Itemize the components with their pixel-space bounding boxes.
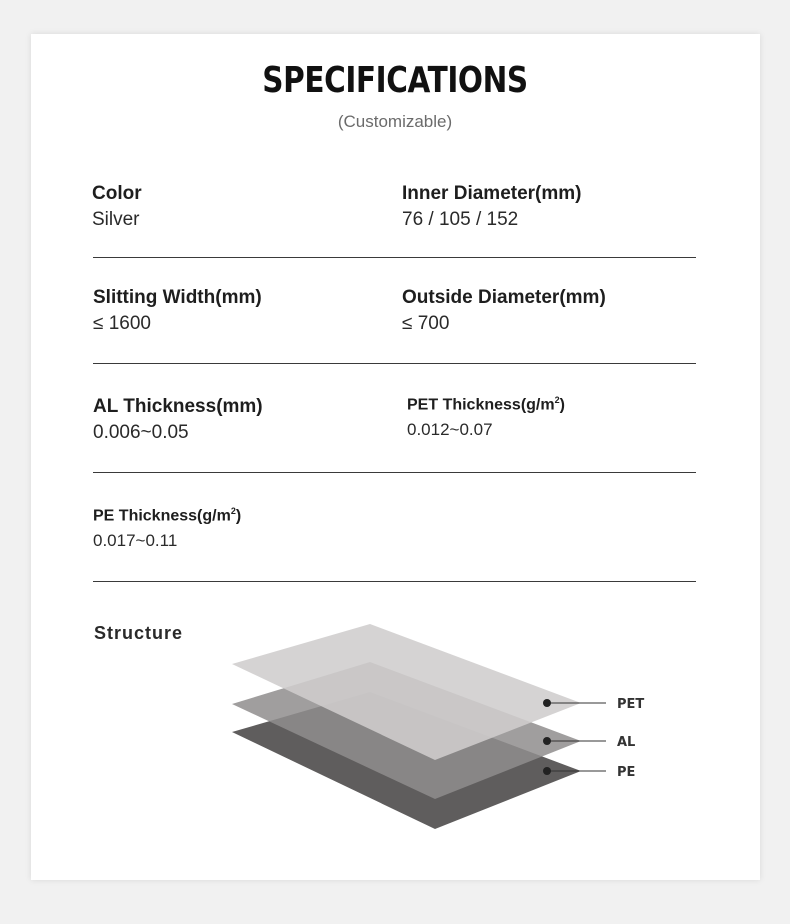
spec-pet-thickness-label: PET $Thickness(g/m^2)$ <box>407 395 565 414</box>
layer-label-pe: PE <box>617 765 636 780</box>
spec-color-value: Silver <box>92 209 140 230</box>
spec-slitting-width-label: Slitting Width(mm) <box>93 287 262 308</box>
pet-dot <box>543 699 551 707</box>
layer-label-pet: PET <box>617 697 645 712</box>
structure-title: Structure <box>94 623 184 643</box>
spec-pet-thickness-value: 0.012~0.07 <box>407 420 493 440</box>
spec-color-label: Color <box>92 183 142 204</box>
page-subtitle: (Customizable) <box>337 112 453 131</box>
spec-pe-thickness-value: 0.017~0.11 <box>93 531 178 551</box>
pe-dot <box>543 767 551 775</box>
spec-inner-diameter-value: 76 / 105 / 152 <box>402 209 519 230</box>
spec-outside-diameter-label: Outside Diameter(mm) <box>402 287 606 308</box>
spec-pe-thickness-label: PE $Thickness(g/m^2)$ <box>93 506 242 525</box>
spec-outside-diameter-value: ≤ 700 <box>402 313 450 334</box>
spec-al-thickness-value: 0.006~0.05 <box>93 422 189 443</box>
spec-inner-diameter-label: Inner Diameter(mm) <box>402 183 582 204</box>
spec-slitting-width-value: ≤ 1600 <box>93 313 151 334</box>
layer-label-al: AL <box>617 735 636 750</box>
al-dot <box>543 737 551 745</box>
spec-al-thickness-label: AL Thickness(mm) <box>93 396 263 417</box>
page-title: SPECIFICATIONS <box>262 60 528 101</box>
